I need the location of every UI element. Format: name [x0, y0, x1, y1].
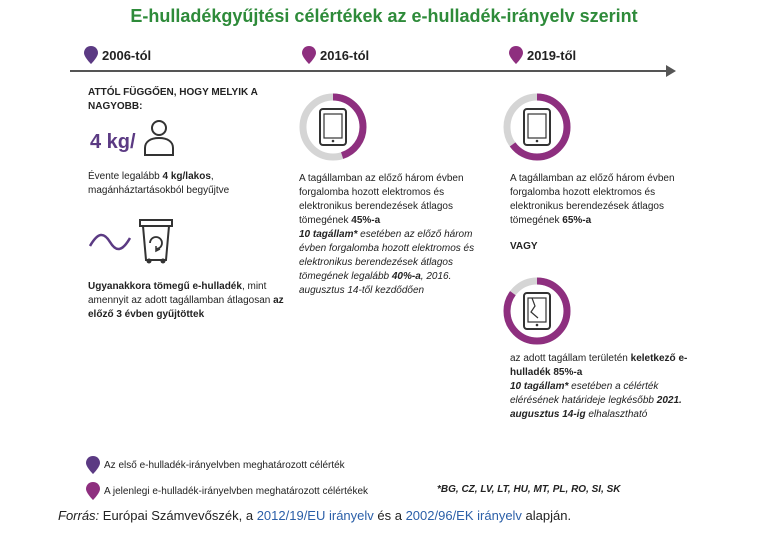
or-label: VAGY — [510, 241, 538, 252]
col1-kg-text: Évente legalább 4 kg/lakos, magánháztartásokból begyűjtve — [88, 171, 230, 196]
timeline-line — [70, 70, 670, 72]
map-pin-icon-purple — [84, 46, 98, 64]
legend-item-current: A jelenlegi e-hulladék-irányelvben meghatározott célértékek — [104, 486, 369, 497]
progress-ring-85 — [502, 276, 572, 346]
map-pin-icon-magenta — [302, 46, 316, 64]
wave-icon — [88, 230, 132, 254]
col3-text: A tagállamban az előző három évben forgalomba hozott elektromos és elektronikus berendezések átlagos tömegének 65%-a — [510, 173, 675, 226]
year-2006: 2006-tól — [102, 48, 152, 63]
col2-text: A tagállamban az előző három évben forgalomba hozott elektromos és elektronikus berendezések átlagos tömegének 45%-a 10 tagállam* esetében az előző három évben forgalomba hozott elektromos és elektronikus berendezések átlagos tömegének legalább 40%-a, 2016. augusztus 14-től kezdődően — [299, 173, 475, 296]
recycle-bin-icon — [138, 216, 174, 264]
person-icon — [142, 118, 176, 156]
map-pin-icon-magenta — [509, 46, 523, 64]
source-link-2012[interactable]: 2012/19/EU irányelv — [256, 508, 374, 523]
page-title: E-hulladékgyűjtési célértékek az e-hulladék-irányelv szerint — [130, 6, 638, 26]
kg-per-person-label: 4 kg/ — [90, 131, 136, 153]
progress-ring-45 — [298, 92, 368, 162]
col3-broken-text: az adott tagállam területén keletkező e-hulladék 85%-a 10 tagállam* esetében a célérték elérésének határideje legkésőbb 2021. augusztus 14-ig elhalasztható — [510, 353, 688, 420]
timeline-arrow-icon — [666, 65, 676, 77]
progress-ring-65 — [502, 92, 572, 162]
source-link-2002[interactable]: 2002/96/EK irányelv — [405, 508, 522, 523]
footnote: *BG, CZ, LV, LT, HU, MT, PL, RO, SI, SK — [437, 484, 621, 495]
col1-second-text: Ugyanakkora tömegű e-hulladék, mint amennyit az adott tagállamban átlagosan az előző 3 évben gyűjtöttek — [88, 281, 284, 320]
legend-item-first: Az első e-hulladék-irányelvben meghatározott célérték — [104, 460, 345, 471]
map-pin-icon-purple — [86, 456, 100, 474]
col1-intro: ATTÓL FÜGGŐEN, HOGY MELYIK A NAGYOBB: — [88, 87, 258, 112]
source-line: Forrás: Európai Számvevőszék, a 2012/19/EU irányelv és a 2002/96/EK irányelv alapján. — [58, 508, 572, 523]
map-pin-icon-magenta — [86, 482, 100, 500]
year-2016: 2016-tól — [320, 48, 370, 63]
year-2019: 2019-től — [527, 48, 577, 63]
